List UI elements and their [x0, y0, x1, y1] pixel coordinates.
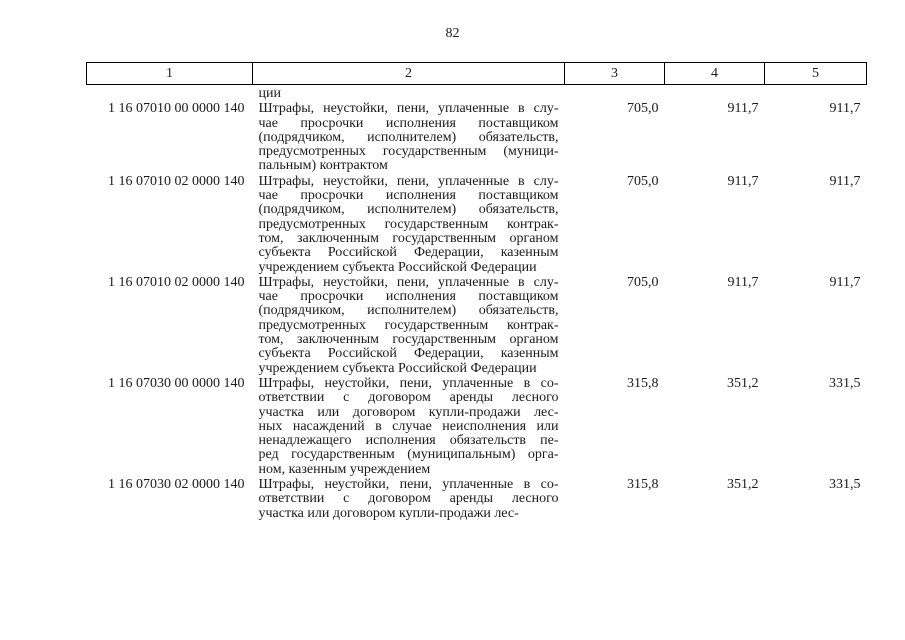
revenue-name-line: участка или договором купли-продажи лес-: [258, 505, 519, 521]
revenue-name-line: учреждением субъекта Российской Федерации: [258, 259, 537, 275]
revenue-name-line: ненадлежащего исполнения обязательств пе-: [258, 433, 559, 449]
revenue-name-line: предусмотренных государственным контрак-: [258, 317, 559, 333]
table-row: [87, 376, 867, 477]
budget-table: [86, 62, 867, 521]
amount-v3: 315,8: [627, 477, 659, 493]
budget-code: 1 16 07010 02 0000 140: [108, 274, 245, 290]
revenue-name-line: чае просрочки исполнения поставщиком: [258, 115, 559, 131]
column-header-3: 3: [565, 63, 665, 85]
budget-code: 1 16 07010 02 0000 140: [108, 173, 245, 189]
continuation-text: ции: [258, 86, 281, 101]
revenue-name-line: Штрафы, неустойки, пени, уплаченные в со-: [258, 375, 559, 391]
amount-v3: 705,0: [627, 173, 659, 189]
revenue-name-line: чае просрочки исполнения поставщиком: [258, 289, 559, 305]
revenue-name: [253, 275, 565, 376]
amount-v4: 911,7: [727, 173, 759, 189]
revenue-name-line: Штрафы, неустойки, пени, уплаченные в слу-: [258, 101, 559, 117]
amount-v3: 705,0: [627, 274, 659, 290]
amount-v3: 705,0: [627, 101, 659, 117]
amount-v4: 351,2: [727, 375, 759, 391]
budget-code: 1 16 07030 02 0000 140: [108, 477, 245, 493]
table-row: [87, 477, 867, 521]
revenue-name-line: субъекта Российской Федерации, казенным: [258, 245, 559, 261]
revenue-name: [253, 174, 565, 275]
revenue-name-line: ном, казенным учреждением: [258, 461, 431, 477]
revenue-name-line: Штрафы, неустойки, пени, уплаченные в слу-: [258, 173, 559, 189]
revenue-name-line: участка или договором купли-продажи лес-: [258, 404, 559, 420]
revenue-name: [253, 101, 565, 173]
amount-v5: 331,5: [829, 375, 861, 391]
amount-v5: 911,7: [829, 101, 861, 117]
revenue-name: [253, 376, 565, 477]
revenue-name-line: ответствии с договором аренды лесного: [258, 491, 559, 507]
amount-v4: 351,2: [727, 477, 759, 493]
amount-v5: 911,7: [829, 173, 861, 189]
amount-v4: 911,7: [727, 274, 759, 290]
table-row: [87, 275, 867, 376]
table-header-row: [87, 63, 867, 85]
revenue-name-line: (подрядчиком, исполнителем) обязательств,: [258, 129, 559, 145]
column-header-1: 1: [87, 63, 253, 85]
continuation-row: [87, 85, 867, 102]
budget-code: 1 16 07010 00 0000 140: [108, 101, 245, 117]
revenue-name-line: предусмотренных государственным контрак-: [258, 216, 559, 232]
revenue-name-line: ных насаждений в случае неисполнения или: [258, 418, 559, 434]
revenue-name-line: предусмотренных государственным (муници-: [258, 144, 559, 160]
revenue-name-line: Штрафы, неустойки, пени, уплаченные в слу-: [258, 274, 559, 290]
amount-v5: 331,5: [829, 477, 861, 493]
revenue-name-line: Штрафы, неустойки, пени, уплаченные в со-: [258, 477, 559, 493]
table-body: [87, 85, 867, 521]
revenue-name-line: (подрядчиком, исполнителем) обязательств,: [258, 303, 559, 319]
amount-v3: 315,8: [627, 375, 659, 391]
amount-v5: 911,7: [829, 274, 861, 290]
revenue-name-line: пальным) контрактом: [258, 158, 388, 174]
budget-code: 1 16 07030 00 0000 140: [108, 375, 245, 391]
page-number: 82: [445, 26, 460, 41]
revenue-name-line: чае просрочки исполнения поставщиком: [258, 188, 559, 204]
revenue-name: [253, 477, 565, 521]
revenue-name-line: том, заключенным государственным органом: [258, 230, 559, 246]
table-row: [87, 101, 867, 173]
revenue-name-line: субъекта Российской Федерации, казенным: [258, 346, 559, 362]
amount-v4: 911,7: [727, 101, 759, 117]
revenue-name-line: том, заключенным государственным органом: [258, 332, 559, 348]
column-header-2: 2: [253, 63, 565, 85]
table-row: [87, 174, 867, 275]
revenue-name-line: ответствии с договором аренды лесного: [258, 390, 559, 406]
revenue-name-line: (подрядчиком, исполнителем) обязательств,: [258, 202, 559, 218]
column-header-5: 5: [765, 63, 867, 85]
column-header-4: 4: [665, 63, 765, 85]
revenue-name-line: учреждением субъекта Российской Федерации: [258, 360, 537, 376]
revenue-name-line: ред государственным (муниципальным) орга-: [258, 447, 559, 463]
